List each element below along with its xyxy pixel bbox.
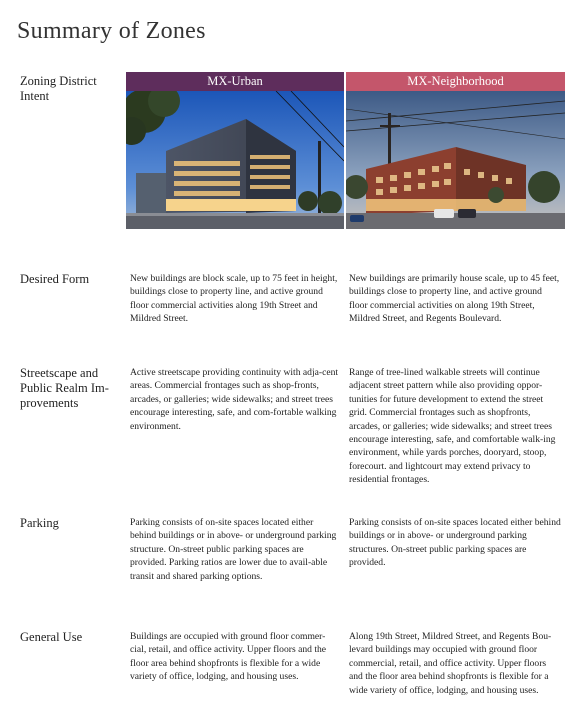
parking-urban-text: Parking consists of on-site spaces located either behind buildings or in above- or underground parking structure. On-street public parking spaces are provided. Parking ratios are lower due to avail-able transit and shared parking options. — [130, 517, 337, 582]
row-label-zoning-district-intent: Zoning District Intent — [20, 74, 97, 103]
mx-urban-building-image — [126, 91, 344, 229]
row-label-desired-form: Desired Form — [20, 272, 90, 286]
general-use-neighborhood-text: Along 19th Street, Mildred Street, and Regents Bou-levard buildings may occupied with ground floor commercial, retail, and office activity. Upper floors and the floor area behind shopfronts is flexible for a wide variety of office, lodging, and housing uses. — [349, 631, 552, 696]
mx-neighborhood-column-header: MX-Neighborhood — [346, 72, 565, 91]
desired-form-neighborhood-text: New buildings are primarily house scale, up to 45 feet, buildings close to property line, and active ground floor commercial activities on along 19th Street, Mildred Street, and Regents Boulevard. — [349, 273, 560, 325]
mx-neighborhood-street-image — [346, 91, 565, 229]
page-title: Summary of Zones — [17, 18, 206, 44]
row-label-parking: Parking — [20, 516, 59, 530]
mx-urban-column-header: MX-Urban — [126, 72, 344, 91]
row-label-general-use: General Use — [20, 630, 83, 644]
general-use-urban-text: Buildings are occupied with ground floor commer-cial, retail, and office activity. Upper floors and the floor area behind shopfronts is flexible for a wide variety of office, lodging, and housing uses. — [130, 631, 327, 683]
parking-neighborhood-text: Parking consists of on-site spaces located either behind buildings or in above- or underground parking structures. On-street public parking spaces are provided. — [349, 517, 561, 569]
streetscape-neighborhood-text: Range of tree-lined walkable streets will continue adjacent street pattern while also providing oppor-tunities for future development to extend the street grid. Commercial frontages such as shopfronts, arcades, or galleries; wide sidewalks; and street trees encourage interesting, safe, and comfortable walk-ing environment, while yards porches, dooryard, stoop, forecourt. and lightcourt may extend privacy to residential frontages. — [349, 367, 556, 486]
streetscape-urban-text: Active streetscape providing continuity with adja-cent areas. Commercial frontages such as shop-fronts, arcades, or galleries; wide sidewalks; and street trees encourage interesting, safe, and com-fortable walking environment. — [130, 367, 339, 432]
desired-form-urban-text: New buildings are block scale, up to 75 feet in height, buildings close to property line, and active ground floor commercial activities along 19th Street and Mildred Street. — [130, 273, 338, 325]
row-label-streetscape: Streetscape and Public Realm Im-provements — [20, 366, 109, 410]
